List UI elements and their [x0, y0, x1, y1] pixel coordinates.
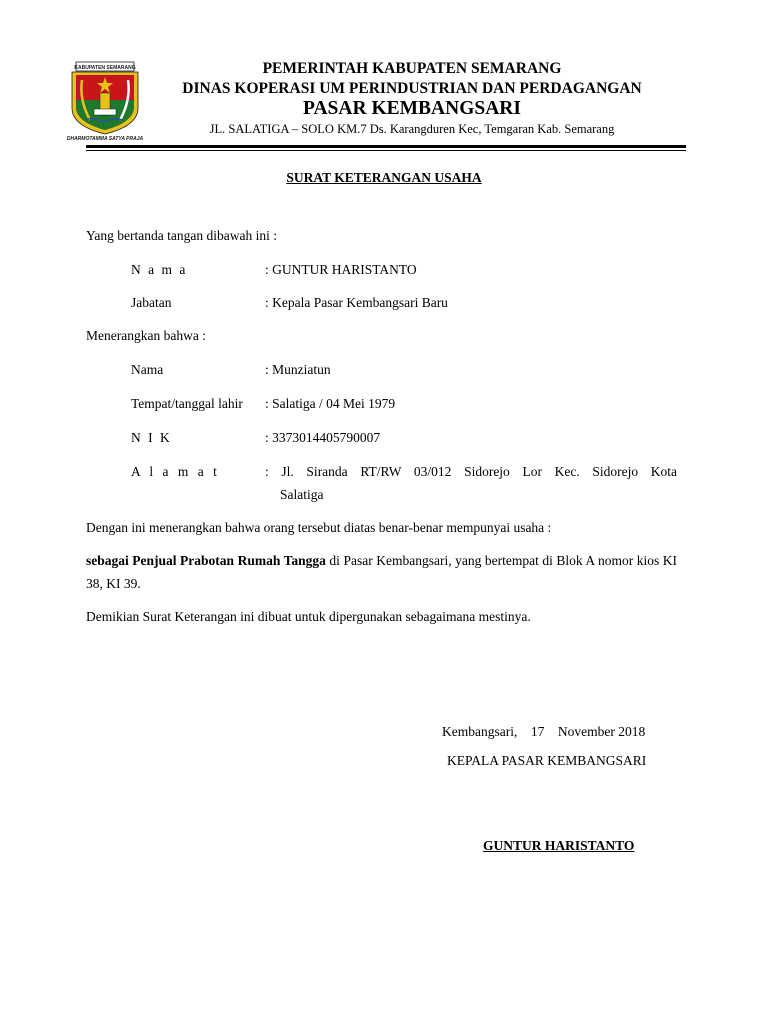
letterhead-institution: PASAR KEMBANGSARI [303, 98, 521, 119]
letterhead-line-1: PEMERINTAH KABUPATEN SEMARANG [262, 60, 562, 77]
signer-name-value: : GUNTUR HARISTANTO [265, 262, 417, 277]
letterhead-line-2: DINAS KOPERASI UM PERINDUSTRIAN DAN PERDAGANGAN [182, 80, 642, 97]
signer-name-label: N a m a [131, 262, 188, 277]
signer-position-value: : Kepala Pasar Kembangsari Baru [265, 295, 448, 310]
intro-text: Yang bertanda tangan dibawah ini : [86, 228, 277, 243]
subject-name-value: : Munziatun [265, 362, 331, 377]
letterhead-address: JL. SALATIGA – SOLO KM.7 Ds. Karangduren Kec, Temgaran Kab. Semarang [209, 122, 615, 136]
subject-birth-value: : Salatiga / 04 Mei 1979 [265, 396, 396, 411]
statement-text: Dengan ini menerangkan bahwa orang tersebut diatas benar-benar mempunyai usaha : [86, 520, 552, 535]
states-text: Menerangkan bahwa : [86, 328, 206, 343]
letterhead-divider-thick [86, 145, 686, 148]
subject-birth-label: Tempat/tanggal lahir [131, 396, 243, 411]
subject-name-label: Nama [131, 362, 164, 377]
signature-place-date: Kembangsari, 17 November 2018 [442, 724, 646, 739]
svg-text:KABUPATEN SEMARANG: KABUPATEN SEMARANG [74, 65, 136, 71]
subject-address-line-2: Salatiga [280, 487, 324, 502]
business-type: sebagai Penjual Prabotan Rumah Tangga [86, 553, 326, 568]
business-location: di Pasar Kembangsari, yang bertempat di Blok A nomor kios KI 38, KI 39. [86, 553, 678, 591]
signature-position: KEPALA PASAR KEMBANGSARI [447, 753, 647, 768]
document-title: SURAT KETERANGAN USAHA [286, 170, 482, 185]
subject-address-block [265, 460, 677, 506]
signer-position-label: Jabatan [131, 295, 172, 310]
subject-address-label: A l a m a t [131, 464, 220, 479]
subject-address-line-1: : Jl. Siranda RT/RW 03/012 Sidorejo Lor Kec. Sidorejo Kota [265, 464, 677, 479]
svg-text:DHARMOTAMMA SATYA PRAJA: DHARMOTAMMA SATYA PRAJA [66, 136, 144, 142]
business-paragraph [86, 549, 677, 595]
subject-nik-label: N I K [131, 430, 172, 445]
closing-text: Demikian Surat Keterangan ini dibuat untuk dipergunakan sebagaimana mestinya. [86, 609, 531, 624]
signature-name: GUNTUR HARISTANTO [483, 838, 635, 853]
subject-nik-value: : 3373014405790007 [265, 430, 381, 445]
letterhead-divider-thin [86, 150, 686, 151]
